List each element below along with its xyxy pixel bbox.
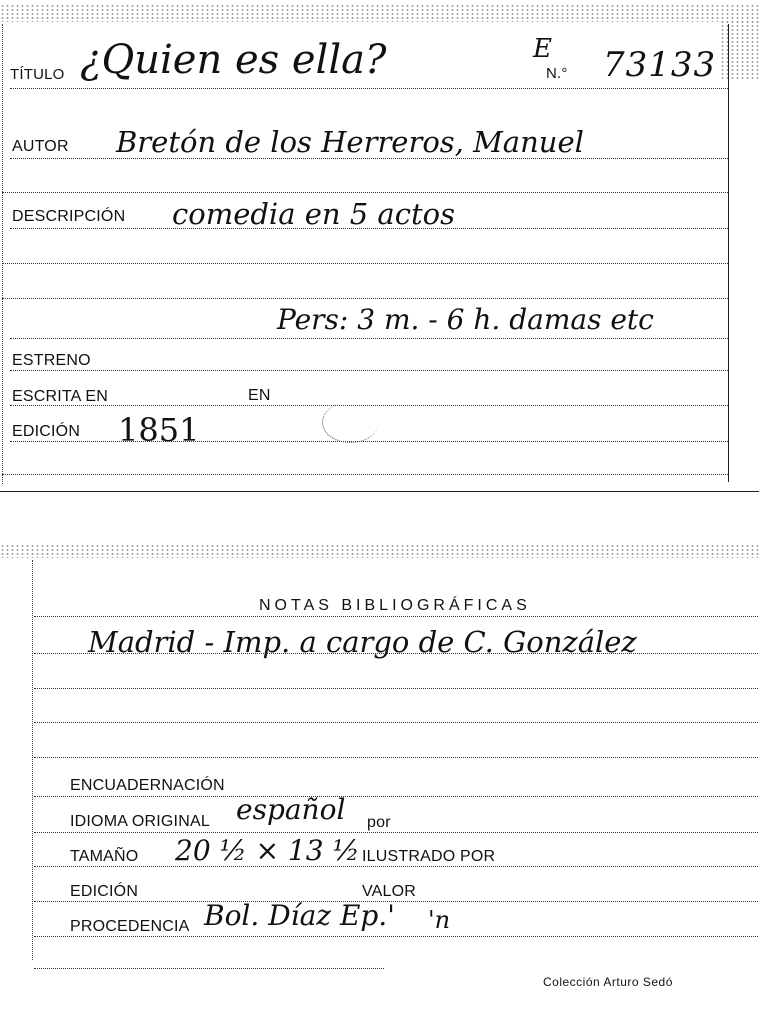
en-label: EN [248,387,271,404]
edicion-label: EDICIÓN [12,423,81,440]
idioma-original-label: IDIOMA ORIGINAL [70,813,210,830]
tamano-line [34,866,758,867]
ilustrado-por-label: ILUSTRADO POR [362,848,496,865]
notes-line-2 [34,688,758,689]
numero-value: 73133 [603,45,717,85]
tamano-label: TAMAÑO [70,848,139,865]
personajes-line [10,338,728,339]
autor-line [10,158,728,159]
valor-label: VALOR [362,883,417,900]
autor-value: Bretón de los Herreros, Manuel [116,125,584,159]
idioma-original-value: español [236,793,346,826]
titulo-value: ¿Quien es ella? [80,37,387,83]
back-edicion-line [34,901,758,902]
por-label: por [367,814,391,831]
procedencia-value: Bol. Díaz Ep.' [204,899,395,932]
descripcion-value: comedia en 5 actos [172,197,455,231]
encuadernacion-line [34,796,758,797]
punch-hole-mark [322,402,379,443]
back-edicion-label: EDICIÓN [70,883,139,900]
back-card-left-border [32,560,33,960]
encuadernacion-label: ENCUADERNACIÓN [70,777,225,794]
edicion-value: 1851 [118,411,200,449]
front-card-left-border [2,24,3,484]
notes-value: Madrid - Imp. a cargo de C. González [88,625,637,659]
notas-bibliograficas-heading: NOTAS BIBLIOGRÁFICAS [259,597,531,614]
notes-line-3 [34,722,758,723]
idioma-original-line [34,832,758,833]
estreno-label: ESTRENO [12,352,91,369]
edicion-line [10,441,728,442]
procedencia-extra: 'n [428,906,451,934]
descripcion-line [10,228,728,229]
descripcion-label: DESCRIPCIÓN [12,208,126,225]
front-separator-line-2 [2,263,728,264]
collection-footer: Colección Arturo Sedó [543,975,673,989]
front-card-torn-corner [720,20,759,80]
titulo-line [10,88,728,89]
front-separator-line-1 [2,192,728,193]
escrita-en-line [10,405,728,406]
notes-line-1 [34,653,758,654]
personajes-value: Pers: 3 m. - 6 h. damas etc [277,303,654,336]
front-card-torn-edge [0,4,759,22]
notes-line-4 [34,757,758,758]
estreno-line [10,370,728,371]
escrita-en-label: ESCRITA EN [12,388,108,405]
procedencia-label: PROCEDENCIA [70,918,190,935]
numero-prefix: E [533,34,552,64]
numero-label: N.° [546,65,568,82]
back-bottom-line [34,968,384,969]
back-card-torn-edge [0,544,759,558]
titulo-label: TÍTULO [10,66,65,83]
procedencia-line [34,936,758,937]
front-card-right-border [728,24,729,482]
front-separator-line-3 [2,298,728,299]
front-card-edge [0,491,759,492]
front-bottom-line [2,474,728,475]
autor-label: AUTOR [12,138,69,155]
tamano-value: 20 ½ × 13 ½ [175,834,360,867]
notes-heading-line [34,616,758,617]
